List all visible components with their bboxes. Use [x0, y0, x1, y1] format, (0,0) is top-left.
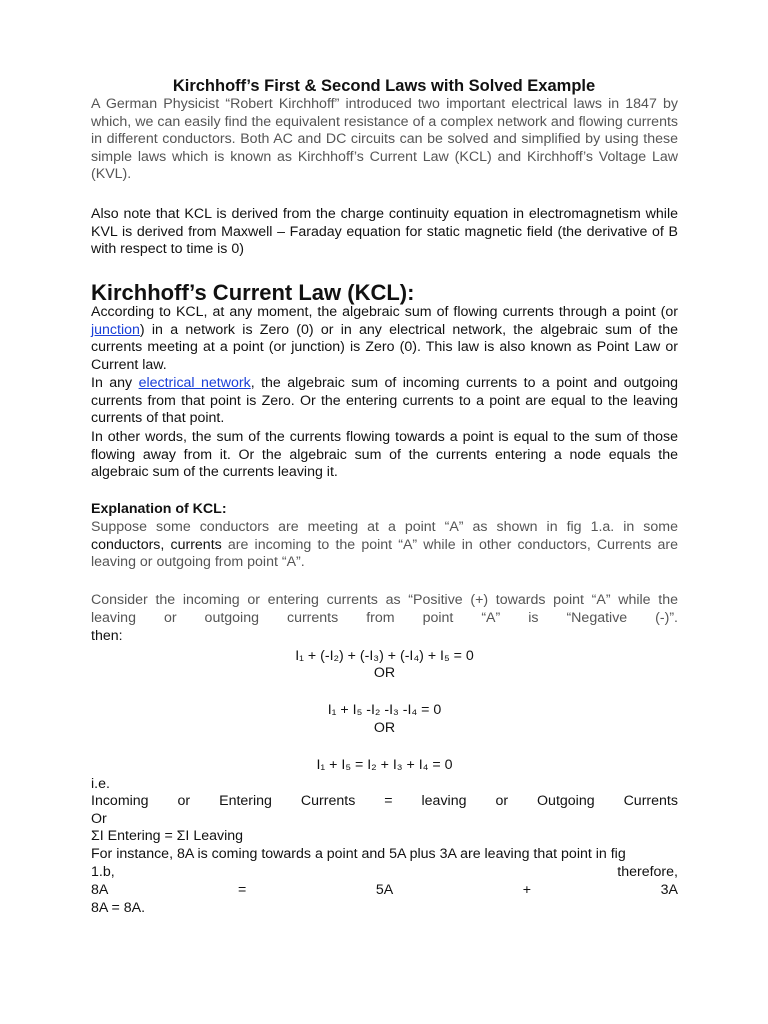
row-word: Currents: [300, 793, 356, 809]
page-title: Kirchhoff’s First & Second Laws with Solved Example: [172, 77, 596, 95]
explanation-paragraph-2: Consider the incoming or entering currents as “Positive (+) towards point “A” while the leaving or outgoing currents from point “A” is “Negative (-)”.: [91, 592, 678, 626]
or-label-2: OR: [373, 720, 396, 736]
equation-1: I₁ + (-I₂) + (-I₃) + (-I₄) + I₅ = 0: [295, 648, 474, 664]
sum-term: +: [522, 882, 532, 898]
sigma-equation: ΣI Entering = ΣI Leaving: [91, 828, 244, 844]
row-word: or: [495, 793, 509, 809]
or-label-1: OR: [373, 665, 396, 681]
kcl-heading: Kirchhoff’s Current Law (KCL):: [91, 280, 415, 305]
intro-paragraph-2: Also note that KCL is derived from the charge continuity equation in electromagnetism while KVL is derived from Maxwell – Faraday equation for static magnetic field (the derivative of B with respect to time is 0): [91, 206, 678, 258]
explanation-paragraph-1: [91, 519, 678, 572]
incoming-equals-leaving-row: [91, 793, 678, 811]
explanation-p1-text-a: Suppose some conductors are meeting at a point “A” as shown in fig 1.a. in some: [91, 519, 678, 535]
kcl-paragraph-1: [91, 304, 678, 374]
intro-paragraph-1: A German Physicist “Robert Kirchhoff” introduced two important electrical laws in 1847 by which, we can easily find the equivalent resistance of a complex network and flowing currents in different conductors. Both AC and DC circuits can be solved and simplified by using these simple laws which is known as Kirchhoff’s Current Law (KCL) and Kirchhoff’s Voltage Law (KVL).: [91, 96, 678, 183]
explanation-p1-text-b: conductors, currents: [91, 536, 222, 553]
row-word: Entering: [219, 793, 272, 809]
final-equation: 8A = 8A.: [91, 900, 146, 916]
row-word: =: [384, 793, 393, 809]
sum-term: 5A: [375, 882, 394, 898]
row-word: Outgoing: [537, 793, 595, 809]
electrical-network-link[interactable]: electrical network: [138, 375, 251, 391]
fig-reference: 1.b,: [91, 864, 115, 880]
equation-2: I₁ + I₅ -I₂ -I₃ -I₄ = 0: [327, 702, 442, 718]
equation-3: I₁ + I₅ = I₂ + I₃ + I₄ = 0: [316, 757, 453, 773]
kcl-p2-text-a: In any: [91, 375, 139, 391]
kcl-p1-text-b: ) in a network is Zero (0) or in any electrical network, the algebraic sum of the currents meeting at a point (or junction) is Zero (0). This law is also known as Point Law or Current law.: [91, 321, 678, 373]
row-word: or: [177, 793, 191, 809]
explanation-p1-text-c: are incoming to the point “A” while in other conductors, Currents are leaving or outgoing from point “A”.: [91, 536, 678, 571]
kcl-paragraph-3: In other words, the sum of the currents flowing towards a point is equal to the sum of those flowing away from it. Or the algebraic sum of the currents entering a node equals the algebraic sum of the currents leaving it.: [91, 429, 678, 481]
row-word: leaving: [421, 793, 467, 809]
sum-equation-row: [91, 882, 678, 900]
explanation-heading: Explanation of KCL:: [91, 501, 227, 517]
row-word: Incoming: [91, 793, 149, 809]
sum-term: 8A: [91, 882, 109, 898]
or-label-3: Or: [91, 811, 107, 827]
kcl-p1-text-a: According to KCL, at any moment, the algebraic sum of flowing currents through a point (or: [91, 304, 678, 320]
kcl-paragraph-2: [91, 375, 678, 428]
ie-label: i.e.: [91, 776, 110, 792]
instance-text: For instance, 8A is coming towards a point and 5A plus 3A are leaving that point in fig: [91, 846, 626, 862]
row-word: Currents: [623, 793, 678, 809]
kcl-p2-text-b: , the algebraic sum of incoming currents to a point and outgoing currents from that point is Zero. Or the entering currents to a point are equal to the leaving currents of that point.: [91, 375, 679, 427]
instance-continued-row: [91, 864, 678, 882]
therefore-label: therefore,: [617, 864, 678, 880]
sum-term: 3A: [660, 882, 678, 898]
sum-term: =: [237, 882, 247, 898]
junction-link[interactable]: junction: [91, 321, 140, 338]
then-label: then:: [91, 628, 123, 644]
